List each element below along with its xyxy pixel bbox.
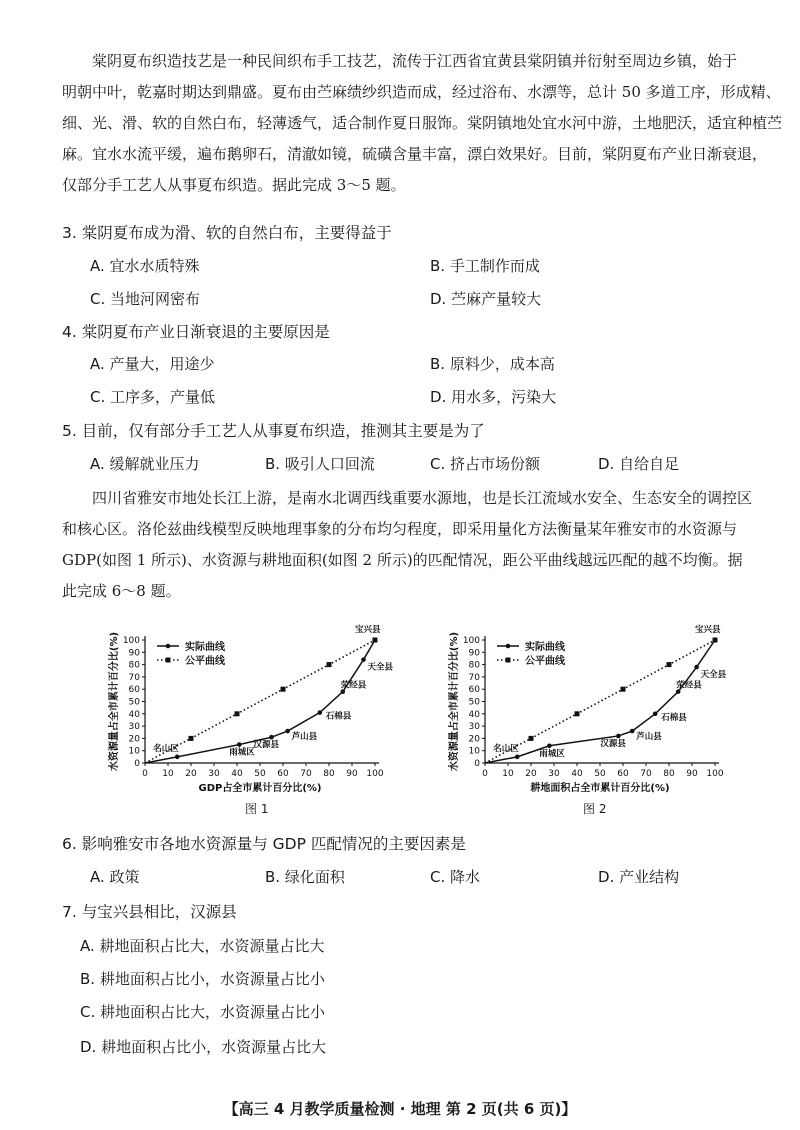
- county-label: 宝兴县: [355, 625, 381, 635]
- fair-curve-point: [327, 662, 332, 667]
- passage-line: 仅部分手工艺人从事夏布织造。据此完成 3～5 题。: [62, 176, 406, 194]
- question-5-option-b: B. 吸引人口回流: [265, 455, 375, 473]
- question-3-stem: 3. 棠阴夏布成为滑、软的自然白布，主要得益于: [62, 224, 392, 242]
- legend-actual-label: 实际曲线: [185, 642, 225, 653]
- fair-curve-point: [373, 638, 378, 643]
- legend-fair-marker: [506, 658, 511, 663]
- x-tick-label: 10: [502, 769, 514, 779]
- actual-curve-point: [630, 729, 635, 734]
- actual-curve-point: [285, 729, 290, 734]
- question-6-option-a: A. 政策: [90, 868, 140, 886]
- actual-curve-point: [237, 742, 242, 747]
- x-axis-label: GDP占全市累计百分比(%): [198, 783, 322, 794]
- y-axis-label: 水资源量占全市累计百分比(%): [449, 631, 460, 772]
- county-label: 雨城区: [229, 747, 255, 758]
- y-tick-label: 40: [128, 709, 140, 720]
- question-4-option-d: D. 用水多，污染大: [430, 388, 557, 406]
- legend-fair-label: 公平曲线: [185, 656, 225, 667]
- passage-line: GDP(如图 1 所示)、水资源与耕地面积(如图 2 所示)的匹配情况，距公平曲线越远匹配的越不均衡。据: [62, 551, 743, 569]
- question-5-option-c: C. 挤占市场份额: [430, 455, 541, 473]
- legend-actual-marker: [506, 644, 511, 649]
- question-4-stem: 4. 棠阴夏布产业日渐衰退的主要原因是: [62, 323, 330, 341]
- question-5-option-a: A. 缓解就业压力: [90, 455, 200, 473]
- y-tick-label: 40: [468, 709, 480, 720]
- question-7-stem: 7. 与宝兴县相比，汉源县: [62, 903, 237, 921]
- y-tick-label: 10: [468, 746, 480, 757]
- county-label: 石棉县: [661, 712, 687, 723]
- passage-line: 麻。宜水水流平缓，遍布鹅卵石，清澈如镜，硫磺含量丰富，漂白效果好。目前，棠阴夏布产业日渐衰退，: [62, 145, 768, 163]
- question-3-option-c: C. 当地河网密布: [90, 290, 201, 308]
- actual-curve-point: [547, 743, 552, 748]
- fair-curve-point: [235, 711, 240, 716]
- x-tick-label: 40: [571, 769, 583, 779]
- x-tick-label: 0: [142, 769, 148, 779]
- passage-line: 此完成 6～8 题。: [62, 582, 181, 600]
- actual-curve-point: [653, 712, 658, 717]
- question-4-option-c: C. 工序多，产量低: [90, 388, 216, 406]
- y-tick-label: 70: [128, 672, 140, 683]
- question-6-option-d: D. 产业结构: [598, 868, 680, 886]
- county-label: 荥经县: [676, 680, 702, 691]
- passage-yaan: [62, 483, 762, 607]
- passage-xiabu: [62, 46, 783, 201]
- y-tick-label: 60: [128, 685, 140, 696]
- county-label: 天全县: [367, 662, 394, 673]
- page-footer: 【高三 4 月教学质量检测 · 地理 第 2 页(共 6 页)】: [223, 1100, 577, 1118]
- y-tick-label: 80: [468, 660, 480, 671]
- actual-curve-point: [694, 665, 699, 670]
- x-tick-label: 100: [366, 769, 384, 779]
- question-6-option-b: B. 绿化面积: [265, 868, 345, 886]
- x-tick-label: 30: [548, 769, 560, 779]
- x-tick-label: 30: [208, 769, 220, 779]
- y-tick-label: 30: [468, 722, 480, 733]
- county-label: 汉源县: [600, 738, 626, 749]
- county-label: 名山区: [493, 743, 519, 754]
- question-3-option-d: D. 苎麻产量较大: [430, 290, 542, 308]
- y-tick-label: 0: [134, 759, 140, 769]
- actual-curve-point: [318, 710, 323, 715]
- question-3-option-b: B. 手工制作而成: [430, 257, 540, 275]
- county-label: 名山区: [153, 743, 179, 754]
- y-axis-label: 水资源量占全市累计百分比(%): [109, 631, 120, 772]
- x-tick-label: 70: [640, 769, 652, 779]
- x-tick-label: 60: [277, 769, 289, 779]
- legend-fair-marker: [166, 658, 171, 663]
- question-7-option-b: B. 耕地面积占比小，水资源量占比小: [80, 970, 325, 988]
- fair-curve-point: [529, 736, 534, 741]
- fair-curve-point: [281, 687, 286, 692]
- x-tick-label: 70: [300, 769, 312, 779]
- x-tick-label: 50: [594, 769, 606, 779]
- county-label: 芦山县: [636, 732, 662, 743]
- county-label: 汉源县: [253, 740, 280, 751]
- passage-line: 细、光、滑、软的自然白布，轻薄透气，适合制作夏日服饰。棠阴镇地处宜水河中游，土地肥沃，适宜种植苎: [62, 114, 783, 132]
- county-label: 宝兴县: [695, 625, 721, 635]
- x-tick-label: 40: [231, 769, 243, 779]
- y-tick-label: 0: [474, 759, 480, 769]
- question-6-option-c: C. 降水: [430, 868, 481, 886]
- question-7-option-c: C. 耕地面积占比大，水资源量占比小: [80, 1003, 326, 1021]
- legend-actual-marker: [166, 644, 171, 649]
- y-tick-label: 90: [128, 648, 140, 659]
- legend-fair-label: 公平曲线: [525, 656, 565, 667]
- question-4-option-a: A. 产量大，用途少: [90, 355, 215, 373]
- x-axis-label: 耕地面积占全市累计百分比(%): [530, 783, 670, 794]
- fair-curve-point: [621, 687, 626, 692]
- x-tick-label: 80: [663, 769, 675, 779]
- y-tick-label: 70: [468, 672, 480, 683]
- question-5-stem: 5. 目前，仅有部分手工艺人从事夏布织造，推测其主要是为了: [62, 422, 485, 440]
- x-tick-label: 80: [323, 769, 335, 779]
- y-tick-label: 90: [468, 648, 480, 659]
- x-tick-label: 100: [706, 769, 724, 779]
- x-tick-label: 90: [686, 769, 698, 779]
- question-7-option-a: A. 耕地面积占比大，水资源量占比大: [80, 937, 325, 955]
- question-7-option-d: D. 耕地面积占比小，水资源量占比大: [80, 1038, 327, 1056]
- x-tick-label: 20: [185, 769, 197, 779]
- y-tick-label: 20: [468, 734, 480, 745]
- actual-curve-point: [515, 755, 520, 760]
- question-6-stem: 6. 影响雅安市各地水资源量与 GDP 匹配情况的主要因素是: [62, 835, 466, 853]
- passage-line: 棠阴夏布织造技艺是一种民间织布手工技艺，流传于江西省宜黄县棠阴镇并衍射至周边乡镇，始于: [92, 52, 738, 70]
- x-tick-label: 10: [162, 769, 174, 779]
- actual-curve-point: [269, 735, 274, 740]
- y-tick-label: 20: [128, 734, 140, 745]
- figure-1-chart: [95, 618, 415, 818]
- x-tick-label: 90: [346, 769, 358, 779]
- passage-line: 和核心区。洛伦兹曲线模型反映地理事象的分布均匀程度，即采用量化方法衡量某年雅安市的水资源与: [62, 520, 738, 538]
- passage-line: 明朝中叶，乾嘉时期达到鼎盛。夏布由苎麻绩纱织造而成，经过浴布、水漂等，总计 50 多道工序，形成精、: [62, 83, 781, 101]
- question-4-option-b: B. 原料少，成本高: [430, 355, 555, 373]
- y-tick-label: 50: [128, 697, 140, 708]
- actual-curve-point: [616, 734, 621, 739]
- fair-curve-point: [713, 638, 718, 643]
- actual-curve-point: [175, 755, 180, 760]
- county-label: 荥经县: [340, 680, 367, 691]
- x-tick-label: 50: [254, 769, 266, 779]
- y-tick-label: 60: [468, 685, 480, 696]
- y-tick-label: 80: [128, 660, 140, 671]
- question-5-option-d: D. 自给自足: [598, 455, 680, 473]
- y-tick-label: 100: [462, 636, 480, 646]
- fair-curve-point: [667, 662, 672, 667]
- fair-curve-point: [189, 736, 194, 741]
- y-tick-label: 50: [468, 697, 480, 708]
- county-label: 天全县: [700, 670, 727, 681]
- fair-curve-point: [575, 711, 580, 716]
- county-label: 雨城区: [539, 748, 565, 759]
- y-tick-label: 30: [128, 722, 140, 733]
- question-3-option-a: A. 宜水水质特殊: [90, 257, 200, 275]
- figure-2-chart: [435, 618, 755, 818]
- figure-1-caption: 图 1: [245, 802, 269, 816]
- figure-2-caption: 图 2: [583, 802, 607, 816]
- passage-line: 四川省雅安市地处长江上游，是南水北调西线重要水源地，也是长江流域水安全、生态安全的调控区: [92, 489, 753, 507]
- legend-actual-label: 实际曲线: [525, 642, 565, 653]
- county-label: 石棉县: [325, 711, 352, 722]
- x-tick-label: 20: [525, 769, 537, 779]
- y-tick-label: 10: [128, 746, 140, 757]
- x-tick-label: 60: [617, 769, 629, 779]
- county-label: 芦山县: [291, 732, 318, 743]
- x-tick-label: 0: [482, 769, 488, 779]
- y-tick-label: 100: [122, 636, 140, 646]
- actual-curve-point: [361, 657, 366, 662]
